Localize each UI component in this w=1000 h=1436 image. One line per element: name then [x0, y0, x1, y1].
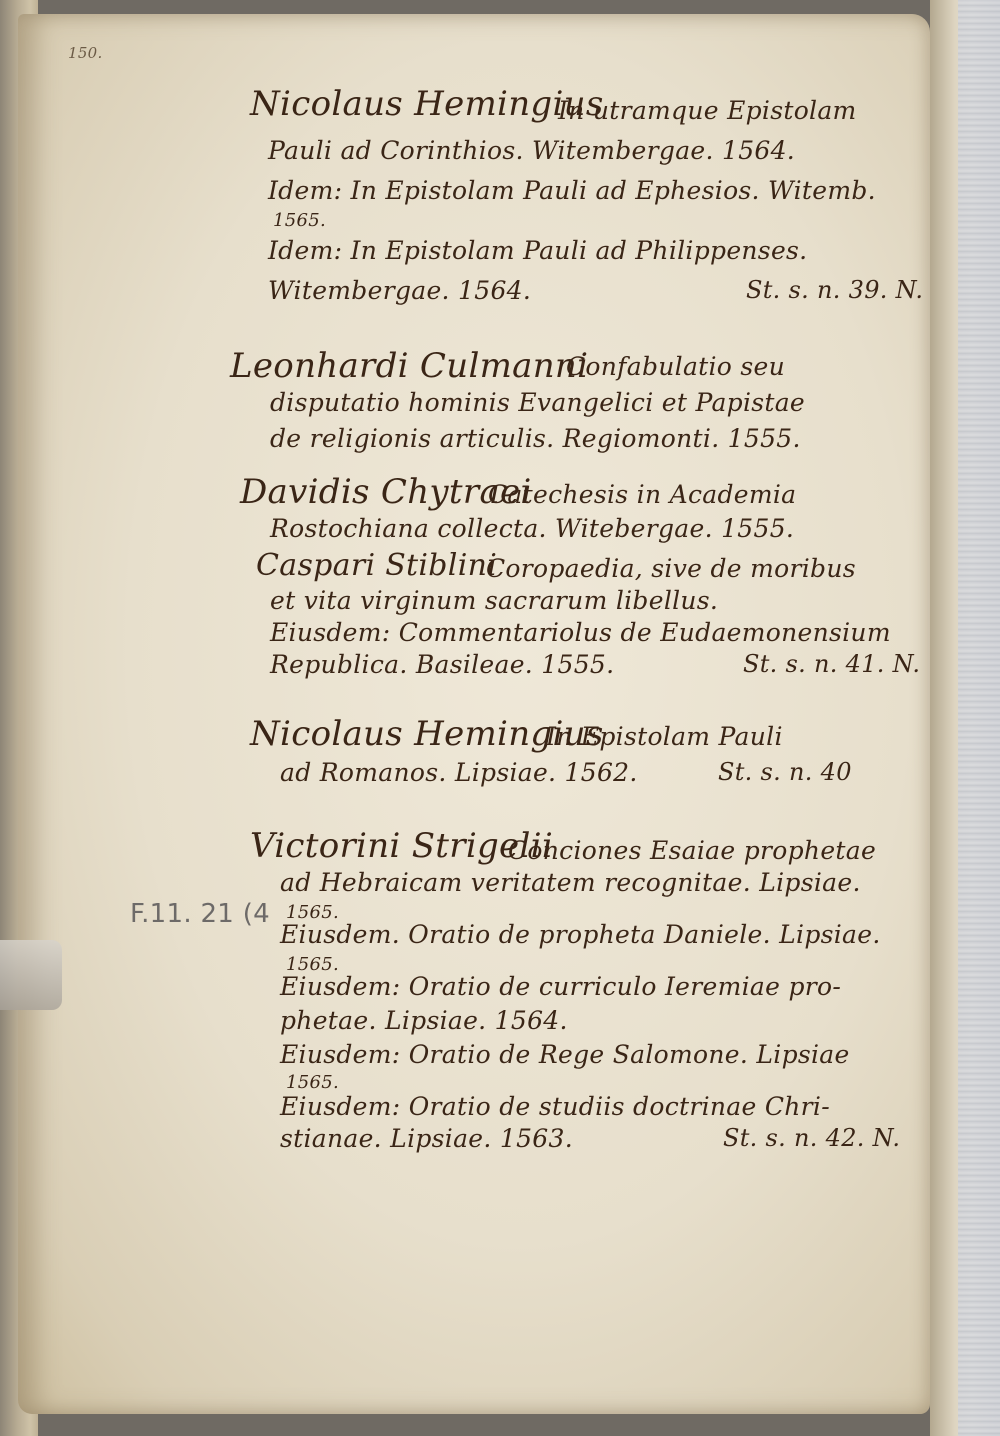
entry-line: Republica. Basileae. 1555.	[270, 650, 615, 679]
entry-line: de religionis articulis. Regiomonti. 1555.	[270, 424, 801, 453]
shelfmark: St. s. n. 40	[718, 758, 852, 786]
entry-line: phetae. Lipsiae. 1564.	[280, 1006, 568, 1035]
entry-author: Nicolaus Hemingius	[250, 84, 604, 124]
entry-line: 1565.	[286, 954, 340, 975]
entry-line: Eiusdem: Oratio de Rege Salomone. Lipsiae	[280, 1040, 850, 1069]
entry-line: ad Hebraicam veritatem recognitae. Lipsiae.	[280, 868, 861, 897]
entry-author: Leonhardi Culmanni	[230, 346, 589, 386]
entry-author: Nicolaus Hemingius	[250, 714, 604, 754]
shelfmark: St. s. n. 39. N.	[746, 276, 924, 304]
entry-line: Eiusdem: Oratio de curriculo Ieremiae pro-	[280, 972, 842, 1001]
entry-line: Coropaedia, sive de moribus	[486, 554, 856, 583]
entry-line: Idem: In Epistolam Pauli ad Ephesios. Witemb.	[268, 176, 876, 205]
entry-line: Conciones Esaiae prophetae	[508, 836, 877, 865]
folio-number: 150.	[68, 44, 103, 62]
entry-line: 1565.	[286, 902, 340, 923]
entry-line: Eiusdem: Oratio de studiis doctrinae Chri-	[280, 1092, 830, 1121]
entry-line: Eiusdem. Oratio de propheta Daniele. Lipsiae.	[280, 920, 881, 949]
entry-line: Confabulatio seu	[566, 352, 786, 381]
entry-line: 1565.	[286, 1072, 340, 1093]
entry-line: ad Romanos. Lipsiae. 1562.	[280, 758, 638, 787]
entry-line: Pauli ad Corinthios. Witembergae. 1564.	[268, 136, 796, 165]
shelfmark: St. s. n. 41. N.	[743, 650, 921, 678]
entry-line: Catechesis in Academia	[488, 480, 797, 509]
entry-line: In utramque Epistolam	[558, 96, 857, 125]
entry-author: Caspari Stiblini	[256, 548, 498, 583]
entry-author: Davidis Chytraei	[240, 472, 532, 512]
binding-strip	[958, 0, 1000, 1436]
entry-line: disputatio hominis Evangelici et Papistae	[270, 388, 806, 417]
entry-line: 1565.	[273, 210, 327, 231]
shelfmark: St. s. n. 42. N.	[723, 1124, 901, 1152]
entry-line: et vita virginum sacrarum libellus.	[270, 586, 719, 615]
entry-line: Witembergae. 1564.	[268, 276, 532, 305]
entry-line: Eiusdem: Commentariolus de Eudaemonensium	[270, 618, 891, 647]
entry-line: Idem: In Epistolam Pauli ad Philippenses.	[268, 236, 808, 265]
page-clip	[0, 940, 62, 1010]
manuscript-page	[18, 14, 930, 1414]
entry-line: Rostochiana collecta. Witebergae. 1555.	[270, 514, 795, 543]
entry-line: In Epistolam Pauli	[546, 722, 783, 751]
entry-line: stianae. Lipsiae. 1563.	[280, 1124, 573, 1153]
pencil-margin-note: F.11. 21 (4	[130, 899, 270, 929]
entry-author: Victorini Strigelii	[250, 826, 554, 866]
